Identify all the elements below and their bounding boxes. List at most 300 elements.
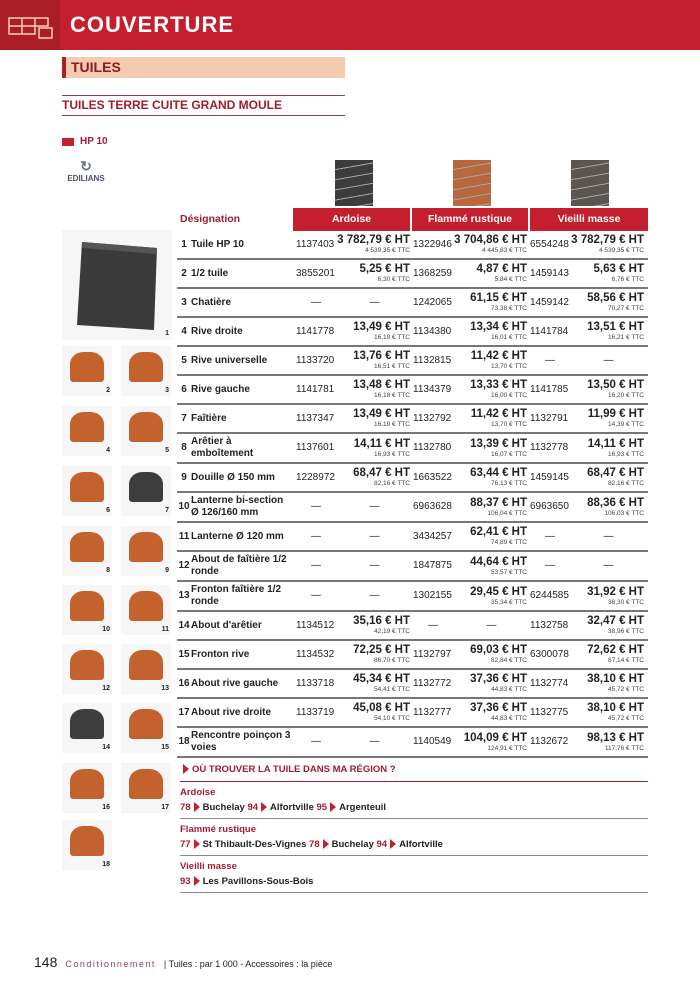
price-cell [337, 350, 412, 371]
empty-price: — [369, 501, 380, 512]
article-code: 1141781 [296, 383, 335, 395]
article-code: 1132792 [413, 412, 452, 424]
product-thumbnail [121, 406, 171, 456]
row-number: 12 [178, 560, 190, 571]
price-ttc: 4 539,35 € TTC [364, 247, 410, 254]
price-cell [454, 292, 529, 313]
table-row [177, 728, 648, 758]
brand-name: EDILIANS [67, 174, 105, 183]
price-cell [571, 408, 646, 429]
table-row [177, 347, 648, 376]
row-designation: About rive gauche [191, 677, 279, 689]
thumbnail-number: 9 [165, 567, 169, 574]
price-ht: 61,15 € HT [470, 292, 527, 304]
thumbnail-number: 17 [161, 804, 169, 811]
price-ttc: 86,70 € TTC [373, 657, 410, 664]
row-number: 14 [178, 619, 190, 631]
product-thumbnail [121, 644, 171, 694]
price-ht: 98,13 € HT [587, 731, 644, 744]
row-number: 1 [181, 238, 187, 250]
price-ht: 37,36 € HT [470, 702, 527, 714]
price-ht: 68,47 € HT [353, 467, 410, 479]
price-ttc: 53,57 € TTC [490, 568, 527, 576]
article-code: 1459142 [530, 296, 569, 308]
price-cell [571, 702, 646, 723]
product-thumbnail [121, 585, 171, 635]
store-city[interactable]: Buchelay [202, 802, 245, 813]
row-designation: Rive droite [191, 325, 243, 337]
where-title [180, 764, 648, 782]
header-bar [0, 0, 700, 50]
price-ttc: 82,84 € TTC [490, 657, 527, 664]
article-code: 3434257 [413, 530, 452, 542]
table-row [177, 670, 648, 699]
price-cell [571, 379, 646, 400]
price-ht: 104,09 € HT [463, 731, 527, 744]
footer-label: Conditionnement [65, 959, 156, 969]
empty-code: — [545, 354, 555, 366]
table-row [177, 434, 648, 464]
article-code: 1141778 [296, 325, 335, 337]
price-ttc: 38,30 € TTC [607, 598, 644, 606]
article-code: 1228972 [296, 471, 335, 483]
product-thumbnail [62, 346, 112, 396]
price-ttc: 16,21 € TTC [607, 334, 644, 341]
price-ttc: 45,72 € TTC [607, 686, 644, 693]
price-ht: 58,56 € HT [587, 292, 644, 304]
price-table [177, 231, 648, 758]
price-ttc: 44,83 € TTC [490, 715, 527, 722]
article-code: 1242065 [413, 296, 452, 308]
article-code: 1132797 [413, 648, 452, 660]
price-cell [571, 586, 646, 607]
article-code: 1133719 [296, 706, 335, 718]
article-code: 1132774 [530, 677, 569, 689]
store-city[interactable]: Alfortville [270, 802, 314, 813]
row-number: 6 [181, 383, 187, 395]
column-header-vieilli-masse: Vieilli masse [530, 208, 648, 231]
price-cell [337, 615, 412, 636]
store-city[interactable]: St Thibault-Des-Vignes [202, 839, 307, 850]
empty-price: — [369, 590, 380, 601]
swirl-icon: ↻ [80, 158, 92, 174]
price-cell [454, 556, 529, 577]
price-ttc: 45,72 € TTC [607, 715, 644, 722]
empty-code: — [311, 590, 321, 601]
empty-code: — [545, 530, 555, 542]
price-cell [571, 732, 646, 753]
price-ht: 13,49 € HT [353, 408, 410, 420]
product-thumbnail [62, 763, 112, 813]
product-thumbnail [121, 703, 171, 753]
price-ht: 14,11 € HT [587, 437, 644, 450]
row-number: 4 [181, 325, 187, 337]
article-code: 1132775 [530, 706, 569, 718]
price-ttc: 73,38 € TTC [490, 305, 527, 312]
empty-code: — [311, 501, 321, 512]
article-code: 3855201 [296, 267, 335, 279]
region-group-label: Ardoise [180, 787, 216, 798]
arrow-icon [323, 839, 329, 849]
price-ht: 38,10 € HT [587, 702, 644, 714]
row-number: 10 [178, 501, 190, 512]
table-row [177, 405, 648, 434]
price-ttc: 76,13 € TTC [490, 480, 527, 487]
row-designation: Chatière [191, 296, 232, 308]
product-thumbnail [121, 346, 171, 396]
price-cell [337, 438, 412, 459]
price-ht: 3 782,79 € HT [337, 234, 410, 246]
section-title: TUILES [62, 57, 345, 78]
empty-price: — [369, 296, 380, 308]
product-thumbnail [62, 703, 112, 753]
where-to-find-section [177, 764, 648, 893]
price-cell [454, 321, 529, 342]
empty-price: — [603, 530, 614, 542]
price-ht: 5,25 € HT [359, 263, 410, 275]
department-number: 95 [316, 802, 328, 813]
price-ttc: 87,14 € TTC [607, 657, 644, 664]
store-city[interactable]: Les Pavillons-Sous-Bois [202, 876, 314, 887]
article-code: 1132780 [413, 442, 452, 453]
price-ttc: 106,03 € TTC [604, 509, 644, 517]
article-code: 1141784 [530, 325, 569, 337]
article-code: 6300078 [530, 648, 569, 660]
page-title: COUVERTURE [70, 12, 235, 37]
price-ht: 44,64 € HT [470, 555, 527, 568]
price-ht: 29,45 € HT [470, 585, 527, 598]
thumbnail-number: 6 [106, 507, 110, 514]
article-code: 1134532 [296, 648, 335, 660]
price-cell [337, 379, 412, 400]
red-square-icon [62, 138, 74, 146]
article-code: 6963650 [530, 501, 569, 512]
row-designation: About de faîtière 1/2 ronde [191, 554, 287, 577]
price-ttc: 38,96 € TTC [607, 628, 644, 635]
article-code: 1132772 [413, 677, 452, 689]
row-number: 3 [181, 296, 187, 308]
empty-price: — [603, 560, 614, 571]
thumbnail-number: 3 [165, 387, 169, 394]
empty-price: — [369, 736, 380, 747]
price-cell [454, 467, 529, 488]
article-code: 1132778 [530, 442, 569, 453]
department-number: 78 [309, 839, 320, 850]
article-code: 6244585 [530, 590, 569, 601]
price-ht: 13,76 € HT [353, 350, 410, 362]
price-ht: 13,33 € HT [470, 379, 527, 391]
price-cell [454, 673, 529, 694]
price-cell [337, 321, 412, 342]
store-city[interactable]: Alfortville [399, 839, 443, 850]
price-cell [337, 234, 412, 255]
price-cell [571, 321, 646, 342]
swatch-flamme-rustique [453, 160, 491, 206]
article-code: 1132791 [530, 412, 569, 424]
department-number: 93 [180, 876, 191, 887]
swatch-ardoise [335, 160, 373, 206]
article-code: 6554248 [530, 238, 569, 250]
thumbnail-number: 7 [165, 507, 169, 514]
price-cell [454, 702, 529, 723]
empty-code: — [311, 296, 321, 308]
price-ht: 72,62 € HT [587, 644, 644, 656]
price-ht: 35,16 € HT [353, 615, 410, 627]
row-number: 16 [178, 677, 190, 689]
row-number: 5 [181, 354, 187, 366]
price-cell [571, 438, 646, 459]
row-number: 9 [181, 471, 187, 483]
store-city[interactable]: Argenteuil [339, 802, 387, 813]
price-ht: 14,11 € HT [353, 437, 410, 450]
price-ht: 68,47 € HT [587, 467, 644, 479]
footer-text: | Tuiles : par 1 000 - Accessoires : la pièce [163, 959, 333, 969]
region-group-label: Vieilli masse [180, 861, 237, 872]
empty-price: — [603, 354, 614, 366]
arrow-icon [261, 802, 267, 812]
price-cell [454, 408, 529, 429]
thumbnail-number: 10 [102, 626, 110, 633]
thumbnail-number: 14 [102, 744, 110, 751]
price-cell [454, 234, 529, 255]
price-ttc: 16,93 € TTC [607, 450, 644, 458]
article-code: 6963628 [413, 501, 452, 512]
region-locations [180, 799, 648, 819]
price-ht: 11,99 € HT [587, 408, 644, 420]
empty-code: — [311, 560, 321, 571]
article-code: 1322946 [413, 238, 452, 250]
arrow-icon [390, 839, 396, 849]
price-ht: 69,03 € HT [470, 644, 527, 656]
price-cell [571, 673, 646, 694]
price-ht: 11,42 € HT [470, 408, 527, 420]
arrow-icon [194, 802, 200, 812]
price-ttc: 54,41 € TTC [373, 686, 410, 693]
product-label [62, 136, 108, 148]
price-ht: 13,51 € HT [587, 321, 644, 333]
price-cell [571, 234, 646, 255]
price-ht: 37,36 € HT [470, 673, 527, 685]
price-ttc: 16,19 € TTC [373, 334, 410, 341]
article-code: 1302155 [413, 590, 452, 601]
price-ttc: 16,19 € TTC [373, 421, 410, 428]
article-code: 1459145 [530, 471, 569, 483]
price-cell [454, 732, 529, 753]
price-ht: 13,48 € HT [353, 379, 410, 391]
price-cell [337, 702, 412, 723]
row-number: 13 [178, 590, 190, 601]
row-designation: Arêtier à emboîtement [191, 436, 254, 459]
article-code: 1134380 [413, 325, 452, 337]
article-code: 1137347 [296, 412, 335, 424]
price-cell [454, 379, 529, 400]
thumbnail-number: 11 [161, 626, 169, 633]
swatch-vieilli-masse [571, 160, 609, 206]
image-number: 1 [165, 330, 169, 337]
row-number: 18 [178, 736, 190, 747]
price-ht: 63,44 € HT [470, 467, 527, 479]
row-number: 17 [178, 706, 190, 718]
row-designation: About rive droite [191, 706, 272, 718]
article-code: 1368259 [413, 267, 452, 279]
product-thumbnail [62, 820, 112, 870]
empty-price: — [486, 619, 497, 631]
article-code: 1140549 [413, 736, 452, 747]
empty-price: — [369, 530, 380, 542]
designation-header: Désignation [180, 213, 241, 225]
product-thumbnail [62, 406, 112, 456]
price-cell [454, 350, 529, 371]
price-ht: 3 704,86 € HT [454, 234, 527, 246]
thumbnail-number: 4 [106, 447, 110, 454]
column-header-ardoise: Ardoise [293, 208, 410, 231]
price-ttc: 6,76 € TTC [611, 276, 644, 283]
price-ttc: 13,70 € TTC [490, 421, 527, 428]
article-code: 1137601 [296, 442, 335, 453]
product-thumbnail [62, 585, 112, 635]
price-ttc: 5,84 € TTC [494, 276, 527, 283]
product-thumbnail [121, 526, 171, 576]
price-cell [571, 263, 646, 284]
arrow-icon [183, 764, 189, 774]
price-ttc: 4 445,83 € TTC [481, 247, 527, 254]
book-icon [0, 0, 60, 50]
empty-code: — [545, 560, 555, 571]
article-code: 1132815 [413, 354, 452, 366]
row-designation: Douille Ø 150 mm [191, 471, 275, 483]
article-code: 1132758 [530, 619, 569, 631]
price-ttc: 16,20 € TTC [607, 392, 644, 399]
price-ht: 13,39 € HT [470, 437, 527, 450]
thumbnail-number: 15 [161, 744, 169, 751]
price-cell [454, 526, 529, 547]
price-ttc: 16,07 € TTC [490, 450, 527, 458]
thumbnail-number: 12 [102, 685, 110, 692]
article-code: 1132672 [530, 736, 569, 747]
article-code: 1141785 [530, 383, 569, 395]
brand-logo [58, 158, 114, 184]
price-ht: 45,08 € HT [353, 702, 410, 714]
empty-code: — [311, 736, 321, 747]
region-group-label: Flammé rustique [180, 824, 257, 835]
table-row [177, 464, 648, 493]
price-ttc: 42,19 € TTC [373, 628, 410, 635]
product-thumbnail [62, 466, 112, 516]
price-ttc: 16,93 € TTC [373, 450, 410, 458]
price-ttc: 14,39 € TTC [607, 421, 644, 428]
product-thumbnail [62, 526, 112, 576]
table-row [177, 493, 648, 523]
row-designation: Lanterne Ø 120 mm [191, 530, 284, 542]
arrow-icon [194, 876, 200, 886]
article-code: 1663522 [413, 471, 452, 483]
table-row [177, 641, 648, 670]
table-row [177, 376, 648, 405]
price-ttc: 16,51 € TTC [373, 363, 410, 370]
column-header-flamme-rustique: Flammé rustique [412, 208, 528, 231]
table-row [177, 699, 648, 728]
department-number: 78 [180, 802, 191, 813]
page-number: 148 [34, 954, 58, 970]
price-cell [454, 263, 529, 284]
price-ht: 13,50 € HT [587, 379, 644, 391]
footer [34, 954, 332, 972]
thumbnail-number: 13 [161, 685, 169, 692]
price-cell [454, 497, 529, 518]
price-ht: 38,10 € HT [587, 673, 644, 685]
price-cell [571, 497, 646, 518]
price-cell [571, 292, 646, 313]
price-ttc: 44,83 € TTC [490, 686, 527, 693]
price-cell [454, 644, 529, 665]
row-number: 8 [181, 442, 187, 453]
price-ttc: 35,34 € TTC [490, 598, 527, 606]
price-ttc: 16,18 € TTC [373, 392, 410, 399]
price-ttc: 6,30 € TTC [377, 276, 410, 283]
price-cell [571, 467, 646, 488]
price-ttc: 70,27 € TTC [607, 305, 644, 312]
table-row [177, 552, 648, 582]
article-code: 1459143 [530, 267, 569, 279]
price-cell [337, 263, 412, 284]
region-locations [180, 836, 648, 856]
department-number: 94 [376, 839, 388, 850]
price-ttc: 82,16 € TTC [373, 480, 410, 487]
price-ttc: 4 539,35 € TTC [598, 247, 644, 254]
row-designation: Fronton rive [191, 648, 250, 660]
price-cell [337, 408, 412, 429]
store-city[interactable]: Buchelay [331, 839, 374, 850]
price-ttc: 117,76 € TTC [604, 744, 644, 752]
price-ht: 45,34 € HT [353, 673, 410, 685]
price-ht: 31,92 € HT [587, 585, 644, 598]
row-designation: Fronton faîtière 1/2 ronde [191, 584, 282, 607]
price-ttc: 82,16 € TTC [607, 480, 644, 487]
row-designation: Rive universelle [191, 354, 268, 366]
price-ttc: 16,00 € TTC [490, 392, 527, 399]
thumbnail-number: 5 [165, 447, 169, 454]
price-ht: 11,42 € HT [470, 350, 527, 362]
thumbnail-number: 16 [102, 804, 110, 811]
price-ttc: 13,70 € TTC [490, 363, 527, 370]
price-cell [454, 586, 529, 607]
price-cell [337, 673, 412, 694]
table-row [177, 582, 648, 612]
product-thumbnail [121, 466, 171, 516]
department-number: 94 [247, 802, 259, 813]
price-ht: 4,87 € HT [476, 263, 527, 275]
article-code: 1134379 [413, 383, 452, 395]
region-locations [180, 873, 648, 893]
table-row [177, 318, 648, 347]
arrow-icon [330, 802, 336, 812]
price-ttc: 74,89 € TTC [490, 539, 527, 546]
price-ht: 72,25 € HT [353, 644, 410, 656]
table-row [177, 612, 648, 641]
row-designation: Rive gauche [191, 383, 250, 395]
subsection-title: TUILES TERRE CUITE GRAND MOULE [62, 95, 345, 116]
price-cell [571, 615, 646, 636]
price-ht: 13,34 € HT [470, 321, 527, 333]
table-row [177, 289, 648, 318]
article-code: 1133718 [296, 677, 335, 689]
thumbnail-number: 18 [102, 861, 110, 868]
price-ht: 32,47 € HT [587, 615, 644, 627]
price-ttc: 16,01 € TTC [490, 334, 527, 341]
table-row [177, 523, 648, 552]
product-thumbnail [62, 644, 112, 694]
price-ht: 13,49 € HT [353, 321, 410, 333]
